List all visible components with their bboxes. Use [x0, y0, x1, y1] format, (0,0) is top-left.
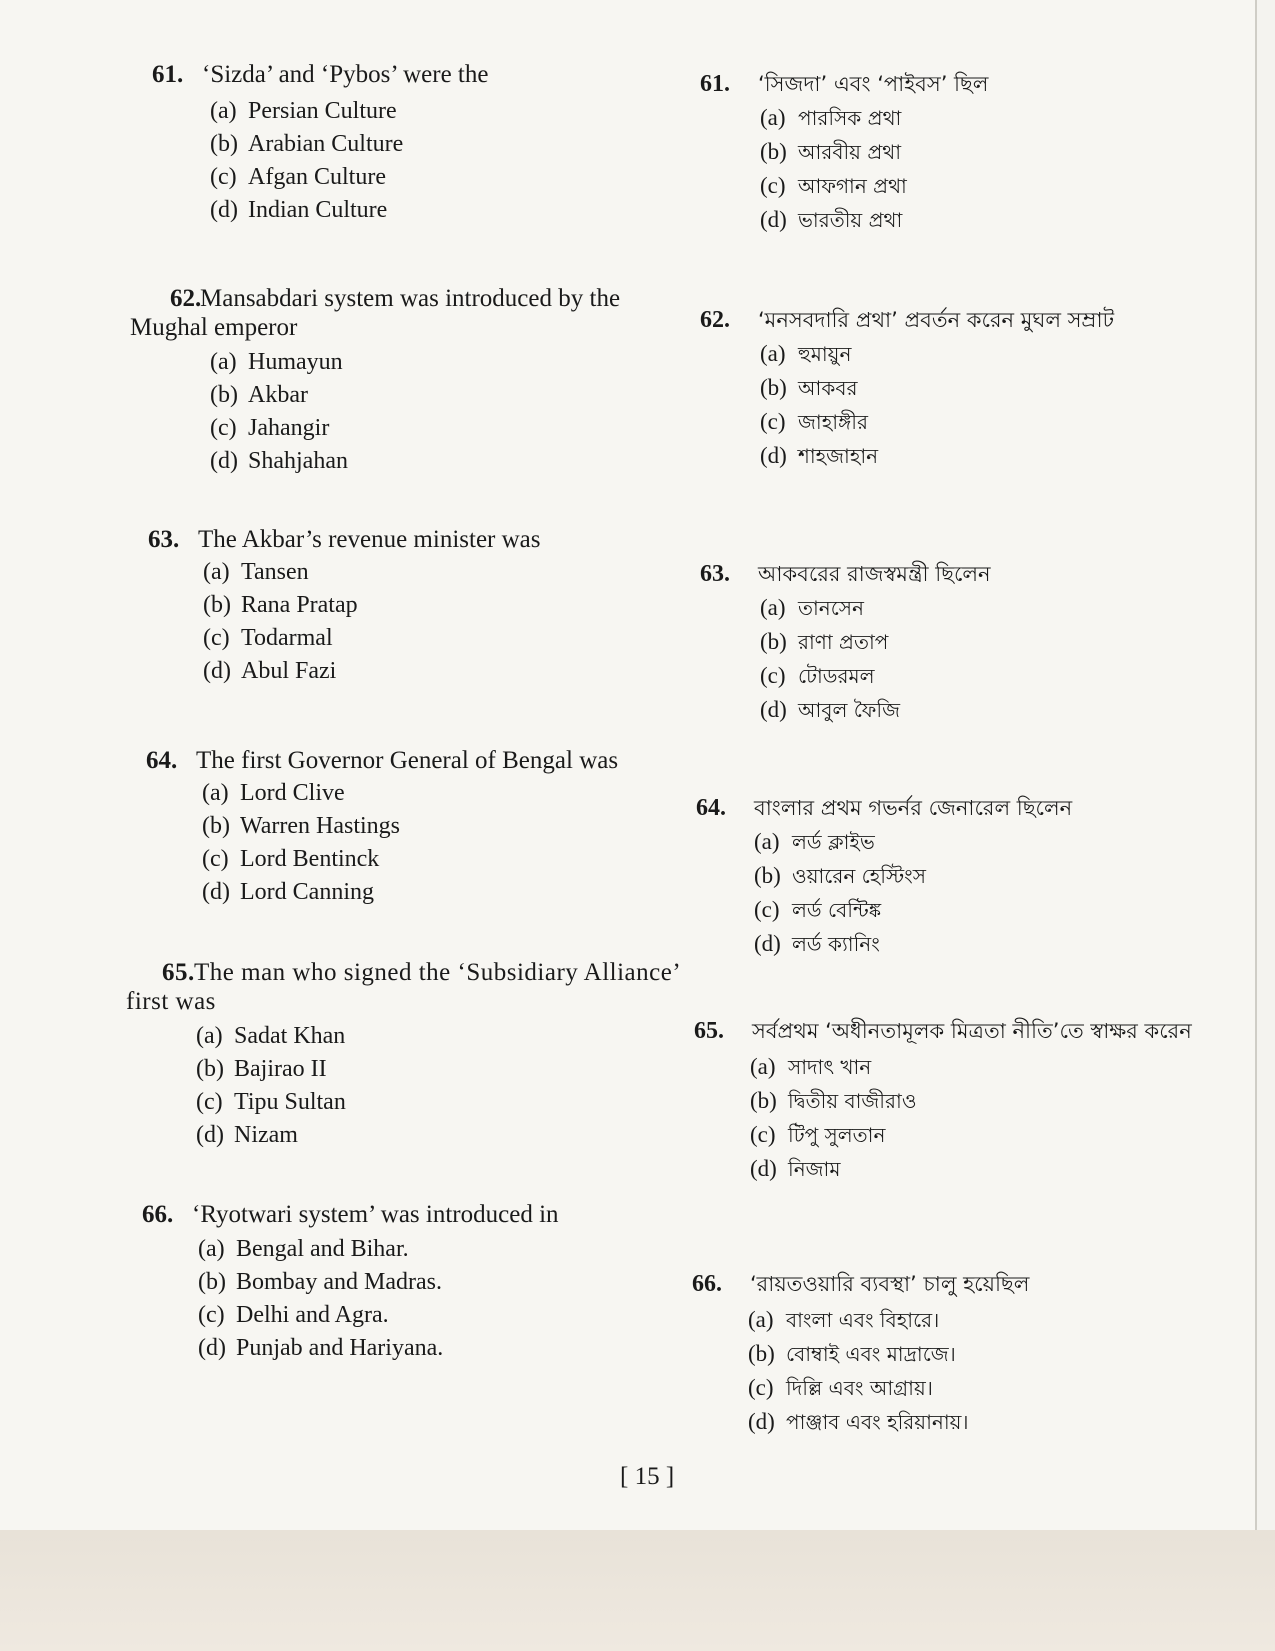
question-text: ‘Sizda’ and ‘Pybos’ were the	[202, 61, 489, 88]
option-a: (a) Humayun	[210, 349, 343, 375]
question-number: 61.	[700, 71, 730, 97]
option-a: (a) হুমায়ুন	[760, 341, 852, 366]
option-a: (a) সাদাৎ খান	[750, 1054, 872, 1079]
question-64-bn	[696, 794, 1256, 961]
question-66-en	[130, 1200, 690, 1365]
option-a: (a) Tansen	[203, 559, 309, 585]
option-a: (a) তানসেন	[760, 595, 864, 620]
option-b: (b) Bombay and Madras.	[198, 1269, 442, 1295]
question-text: বাংলার প্রথম গভর্নর জেনারেল ছিলেন	[754, 796, 1073, 820]
option-d: (d) Abul Fazi	[203, 658, 337, 684]
question-61-bn	[700, 70, 1260, 237]
option-d: (d) Shahjahan	[210, 448, 348, 474]
question-number: 64.	[696, 795, 726, 821]
question-65-bn	[694, 1017, 1274, 1186]
option-b: (b) Akbar	[210, 382, 308, 408]
question-number: 63.	[700, 561, 730, 587]
option-a: (a) বাংলা এবং বিহারে।	[748, 1307, 940, 1332]
option-d: (d) ভারতীয় প্রথা	[760, 207, 903, 232]
question-text: আকবরের রাজস্বমন্ত্রী ছিলেন	[758, 562, 991, 586]
question-text: The first Governor General of Bengal was	[196, 747, 619, 774]
question-number: 66.	[692, 1271, 722, 1297]
question-text: The man who signed the ‘Subsidiary Alliance’ first was	[126, 959, 680, 1015]
page-number: [ 15 ]	[620, 1463, 675, 1490]
option-c: (c) আফগান প্রথা	[760, 173, 907, 198]
option-b: (b) ওয়ারেন হেস্টিংস	[754, 863, 926, 888]
question-number: 65.	[694, 1018, 724, 1044]
question-number: 65.	[162, 959, 195, 986]
option-b: (b) আরবীয় প্রথা	[760, 139, 902, 164]
option-b: (b) Warren Hastings	[202, 813, 401, 839]
question-text: ‘Ryotwari system’ was introduced in	[192, 1201, 559, 1228]
option-b: (b) Rana Pratap	[203, 592, 358, 618]
option-a: (a) লর্ড ক্লাইভ	[754, 829, 875, 854]
option-d: (d) Indian Culture	[210, 197, 388, 223]
option-b: (b) রাণা প্রতাপ	[760, 629, 889, 654]
option-d: (d) আবুল ফৈজি	[760, 697, 901, 722]
question-text: ‘মনসবদারি প্রথা’ প্রবর্তন করেন মুঘল সম্রাট	[758, 308, 1115, 332]
question-number: 66.	[142, 1201, 174, 1228]
option-c: (c) টিপু সুলতান	[750, 1122, 886, 1147]
question-text: Mansabdari system was introduced by the Mughal emperor	[130, 285, 621, 341]
question-text: ‘রায়তওয়ারি ব্যবস্থা’ চালু হয়েছিল	[750, 1272, 1030, 1296]
option-d: (d) লর্ড ক্যানিং	[754, 931, 880, 956]
option-a: (a) পারসিক প্রথা	[760, 105, 902, 130]
question-63-en	[130, 525, 690, 688]
option-b: (b) আকবর	[760, 375, 858, 400]
option-c: (c) Todarmal	[203, 625, 333, 651]
option-b: (b) Arabian Culture	[210, 131, 404, 157]
question-64-en	[130, 746, 690, 909]
option-d: (d) Punjab and Hariyana.	[198, 1335, 444, 1361]
question-63-bn	[700, 560, 1260, 727]
option-d: (d) শাহজাহান	[760, 443, 879, 468]
question-text: The Akbar’s revenue minister was	[198, 526, 541, 553]
option-c: (c) Delhi and Agra.	[198, 1302, 389, 1328]
question-number: 63.	[148, 526, 180, 553]
question-text: সর্বপ্রথম ‘অধীনতামূলক মিত্রতা নীতি’তে স্বাক্ষর করেন	[752, 1019, 1192, 1043]
question-62-bn	[700, 306, 1260, 473]
option-c: (c) Tipu Sultan	[196, 1089, 346, 1115]
option-c: (c) জাহাঙ্গীর	[760, 409, 868, 434]
option-c: (c) লর্ড বেন্টিঙ্ক	[754, 897, 882, 922]
question-number: 61.	[152, 61, 184, 88]
question-61-en	[130, 60, 690, 227]
question-62-en	[130, 284, 690, 478]
option-d: (d) নিজাম	[750, 1156, 841, 1181]
question-66-bn	[692, 1270, 1252, 1439]
question-text: ‘সিজদা’ এবং ‘পাইবস’ ছিল	[758, 72, 989, 96]
option-d: (d) পাঞ্জাব এবং হরিয়ানায়।	[748, 1409, 969, 1434]
option-b: (b) Bajirao II	[196, 1056, 327, 1082]
option-a: (a) Persian Culture	[210, 98, 397, 124]
option-b: (b) দ্বিতীয় বাজীরাও	[750, 1088, 917, 1113]
option-b: (b) বোম্বাই এবং মাদ্রাজে।	[748, 1341, 956, 1366]
option-d: (d) Lord Canning	[202, 879, 374, 905]
option-c: (c) Lord Bentinck	[202, 846, 380, 872]
question-number: 62.	[700, 307, 730, 333]
option-a: (a) Sadat Khan	[196, 1023, 346, 1049]
option-d: (d) Nizam	[196, 1122, 298, 1148]
option-c: (c) Jahangir	[210, 415, 330, 441]
option-c: (c) দিল্লি এবং আগ্রায়।	[748, 1375, 933, 1400]
option-a: (a) Lord Clive	[202, 780, 345, 806]
option-a: (a) Bengal and Bihar.	[198, 1236, 409, 1262]
page-bottom-shadow	[0, 1530, 1275, 1651]
question-65-en	[126, 958, 686, 1152]
question-number: 64.	[146, 747, 178, 774]
option-c: (c) Afgan Culture	[210, 164, 386, 190]
option-c: (c) টোডরমল	[760, 663, 875, 688]
question-number: 62.	[170, 285, 202, 312]
